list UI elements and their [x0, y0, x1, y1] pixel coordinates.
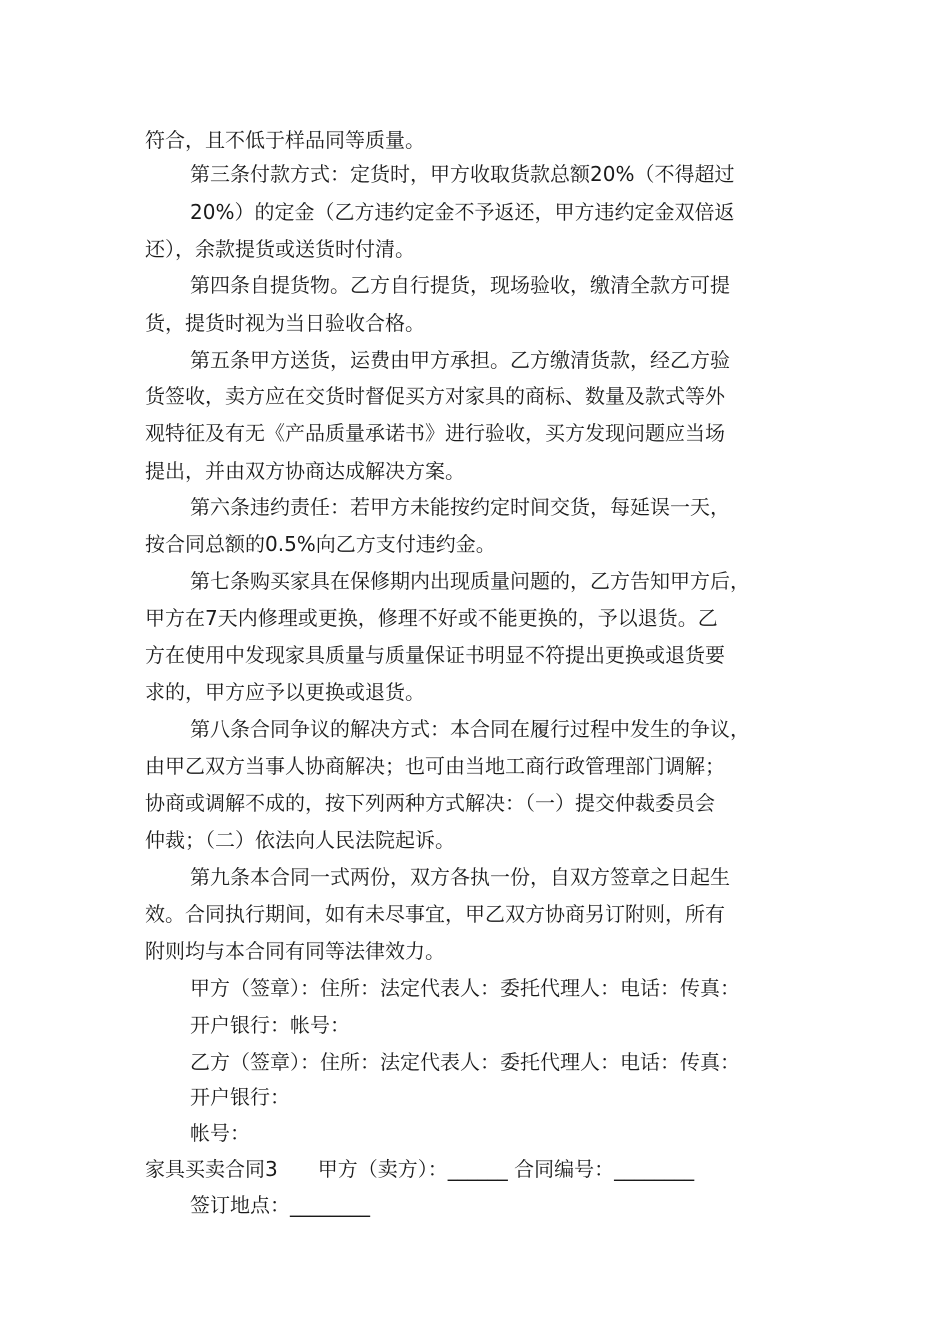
- text-line: 甲方在7天内修理或更换，修理不好或不能更换的，予以退货。乙: [145, 606, 718, 630]
- text-line: 开户银行：帐号：: [190, 1013, 350, 1037]
- text-line: 求的，甲方应予以更换或退货。: [145, 680, 425, 704]
- text-line: 效。合同执行期间，如有未尽事宜，甲乙双方协商另订附则，所有: [145, 902, 725, 926]
- text-line: 协商或调解不成的，按下列两种方式解决：（一）提交仲裁委员会: [145, 791, 715, 815]
- text-line: 按合同总额的0.5%向乙方支付违约金。: [145, 532, 496, 556]
- text-line: 仲裁；（二）依法向人民法院起诉。: [145, 828, 455, 852]
- text-line: 第三条付款方式：定货时，甲方收取货款总额20%（不得超过: [190, 162, 735, 186]
- text-line: 开户银行：: [190, 1085, 290, 1109]
- text-line: 20%）的定金（乙方违约定金不予返还，甲方违约定金双倍返: [190, 200, 735, 224]
- text-line: 附则均与本合同有同等法律效力。: [145, 939, 445, 963]
- text-line: 第四条自提货物。乙方自行提货，现场验收，缴清全款方可提: [190, 273, 730, 297]
- text-line: 货签收，卖方应在交货时督促买方对家具的商标、数量及款式等外: [145, 384, 725, 408]
- text-line: 乙方（签章）：住所：法定代表人：委托代理人：电话：传真：: [190, 1050, 740, 1074]
- text-line: 由甲乙双方当事人协商解决；也可由当地工商行政管理部门调解；: [145, 754, 725, 778]
- text-line: 货，提货时视为当日验收合格。: [145, 311, 425, 335]
- text-line: 第六条违约责任：若甲方未能按约定时间交货，每延误一天，: [190, 495, 730, 519]
- text-line: 第八条合同争议的解决方式：本合同在履行过程中发生的争议，: [190, 717, 750, 741]
- text-line: 方在使用中发现家具质量与质量保证书明显不符提出更换或退货要: [145, 643, 725, 667]
- text-line: 第五条甲方送货，运费由甲方承担。乙方缴清货款，经乙方验: [190, 348, 730, 372]
- text-line: 签订地点：________: [190, 1193, 370, 1217]
- text-line: 符合，且不低于样品同等质量。: [145, 128, 425, 152]
- text-line: 家具买卖合同3 甲方（卖方）：______ 合同编号：________: [145, 1157, 695, 1181]
- text-line: 观特征及有无《产品质量承诺书》进行验收，买方发现问题应当场: [145, 421, 725, 445]
- text-line: 第七条购买家具在保修期内出现质量问题的，乙方告知甲方后，: [190, 569, 750, 593]
- text-line: 还），余款提货或送货时付清。: [145, 237, 415, 261]
- text-line: 提出，并由双方协商达成解决方案。: [145, 459, 465, 483]
- text-line: 甲方（签章）：住所：法定代表人：委托代理人：电话：传真：: [190, 976, 740, 1000]
- text-line: 第九条本合同一式两份，双方各执一份，自双方签章之日起生: [190, 865, 730, 889]
- text-line: 帐号：: [190, 1121, 250, 1145]
